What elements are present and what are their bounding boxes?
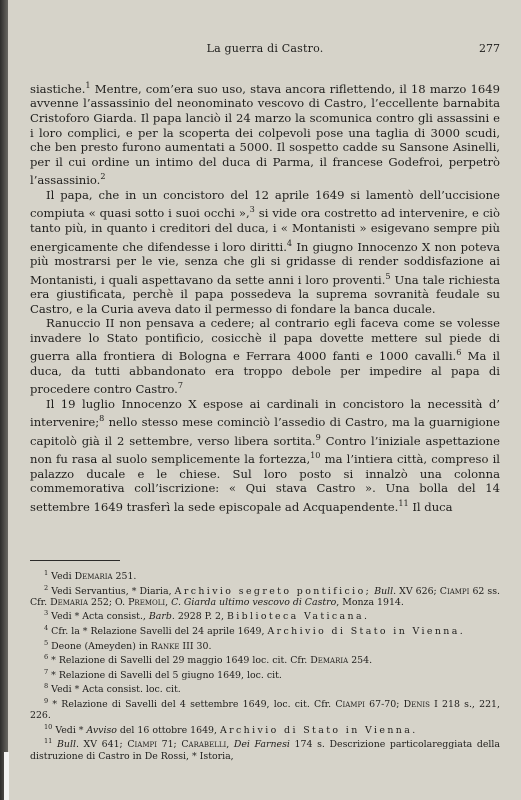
small-caps-text: Premoli: [128, 597, 166, 609]
footnote-marker: 3: [249, 204, 255, 215]
paragraph: [30, 78, 500, 188]
footnote-marker: 4: [44, 624, 49, 632]
text-run: * Relazione di Savelli del 5 giugno 1649, loc. cit.: [48, 669, 282, 681]
text-run: 252; O.: [88, 597, 129, 609]
footnote-marker: 7: [44, 667, 49, 676]
footnote-marker: 9: [44, 696, 49, 705]
text-run: Ranuccio II non pensava a cedere; al contrario egli faceva come se volesse invadere lo Stato pontificio, cosicchè il papa dovette mettere sul piede di guerra alla frontiera di Bologna e Ferrara 4000 fanti e 1000 cavalli.: [30, 316, 500, 364]
text-run: Mentre, com’era suo uso, stava ancora riflettendo, il 18 marzo 1649 avvenne l’assassinio del neonominato vescovo di Castro, l’eccellente barnabita Cristoforo Giarda. Il papa lanciò il 24 marzo la scomunica contro gli assassini e i loro complici, e per la scoperta dei colpevoli pose una taglia di 3000 scudi, che ben presto furono aumentati a 5000. Il sospetto cadde su Sansone Asinelli, per il cui ordine un intimo del duca di Parma, il francese Godefroi, perpetrò l’assassinio.: [30, 81, 500, 188]
footnote-marker: 10: [310, 450, 321, 461]
small-caps-text: Demaria: [74, 571, 113, 583]
footnote: [30, 608, 500, 623]
text-run: , Monza 1914.: [336, 597, 404, 609]
italic-text: Bull.: [57, 739, 79, 751]
footnote-marker: 2: [44, 583, 49, 592]
footnote-marker: 11: [44, 737, 53, 746]
paragraph: [30, 397, 500, 515]
footnote-marker: 3: [44, 609, 49, 618]
text-run: Vedi * Acta consist.,: [48, 611, 149, 623]
italic-text: C. Giarda ultimo vescovo di Castro: [171, 597, 337, 609]
footnote: [30, 681, 500, 696]
footnote: [30, 652, 500, 667]
footnote: [30, 583, 500, 609]
italic-text: Avviso: [86, 724, 117, 736]
small-caps-text: Carabelli: [181, 739, 227, 751]
footnote-marker: 7: [177, 380, 184, 391]
text-run: Una tale richiesta era giustificata, perchè il papa possedeva la suprema sovranità feudale su Castro, e la Curia aveva dato il permesso di fondare la banca ducale.: [30, 272, 500, 316]
italic-text: Dei Farnesi: [233, 739, 290, 751]
text-run: ,: [226, 739, 234, 751]
main-text: [30, 78, 500, 514]
text-run: 254.: [348, 655, 373, 667]
text-run: Vedi: [48, 571, 75, 583]
paragraph: [30, 316, 500, 397]
spaced-text: Archivio segreto pontificio;: [174, 585, 372, 597]
small-caps-text: Ranke: [150, 640, 180, 652]
footnote-marker: 5: [44, 638, 49, 647]
text-run: In giugno Innocenzo X non poteva più mostrarsi per le vie, senza che gli si gridasse di render soddisfazione ai Montanisti, i quali aspettavano da sette anni i loro proventi.: [30, 239, 500, 287]
footnote-marker: 5: [385, 270, 391, 281]
text-run: I 218 s., 221, 226.: [30, 698, 500, 722]
text-run: Contro l’iniziale aspettazione non fu rasa al suolo semplicemente la fortezza,: [30, 433, 500, 467]
text-run: ma l’intiera città, compreso il palazzo ducale e le chiese. Sul loro posto si innalzò una colonna commemorativa coll’iscrizione: « Qui stava Castro ». Una bolla del 14 settembre 1649 trasferì la sede episcopale ad Acquapendente.: [30, 452, 500, 514]
text-run: 174 s. Descrizione particolareggiata della distruzione di Castro in De Rossi, * Istoria,: [30, 739, 500, 762]
text-run: * Relazione di Savelli del 29 maggio 1649 loc. cit. Cfr.: [48, 655, 311, 667]
text-run: nello stesso mese cominciò l’assedio di Castro, ma la guarnigione capitolò già il 2 settembre, verso libera sortita.: [30, 415, 500, 448]
running-header: [30, 42, 500, 58]
text-run: 251.: [112, 571, 137, 583]
scan-edge: [4, 752, 9, 800]
spaced-text: Biblioteca Vaticana.: [226, 611, 370, 623]
text-run: Vedi *: [52, 724, 87, 736]
footnote: [30, 696, 500, 722]
spaced-text: Archivio di Stato in Vienna.: [267, 626, 466, 638]
text-run: XV 626;: [396, 585, 440, 597]
footnote-marker: 8: [99, 413, 105, 424]
footnote-marker: 8: [44, 682, 49, 691]
text-run: 71;: [156, 739, 182, 751]
footnote: [30, 722, 500, 737]
footnote-marker: 6: [456, 347, 462, 358]
text-run: Vedi Servantius, * Diaria,: [48, 585, 175, 597]
text-run: Ma il duca, da tutti abbandonato era troppo debole per impedire al papa di procedere contro Castro.: [30, 349, 500, 397]
text-run: siastiche.: [30, 81, 86, 96]
footnotes: [30, 568, 500, 762]
page-number: 277: [479, 42, 500, 55]
small-caps-text: Demaria: [310, 655, 349, 667]
footnote-marker: 11: [398, 498, 409, 509]
footnote-marker: 2: [100, 171, 106, 182]
text-run: ,: [165, 597, 172, 609]
footnote: [30, 568, 500, 583]
small-caps-text: Ciampi: [335, 698, 365, 710]
text-run: III 30.: [179, 640, 212, 652]
small-caps-text: Demaria: [50, 597, 89, 609]
binding-shadow: [0, 0, 8, 800]
text-run: Il 19 luglio Innocenzo X espose ai cardinali in concistoro la necessità d’ intervenire;: [30, 396, 500, 430]
text-run: Il papa, che in un concistoro del 12 aprile 1649 si lamentò dell’uccisione compiuta « quasi sotto i suoi occhi »,: [30, 187, 500, 221]
paragraph: [30, 188, 500, 316]
text-run: si vide ora costretto ad intervenire, e ciò tanto più, in quanto i creditori del duca, i « Montanisti » esigevano sempre più energicamente che difendesse i loro diritti.: [30, 206, 500, 254]
text-run: * Relazione di Savelli del 4 settembre 1649, loc. cit. Cfr.: [48, 698, 336, 710]
footnote: [30, 667, 500, 682]
small-caps-text: Ciampi: [439, 585, 470, 597]
footnote-marker: 4: [286, 237, 293, 248]
small-caps-text: Ciampi: [127, 739, 157, 751]
running-title: La guerra di Castro.: [206, 42, 324, 55]
italic-text: Bull.: [374, 585, 397, 597]
footnote-marker: 6: [44, 653, 49, 662]
footnote: [30, 623, 500, 638]
text-run: del 16 ottobre 1649,: [116, 724, 220, 736]
text-run: 67-70;: [364, 698, 404, 710]
text-run: XV 641;: [78, 739, 128, 751]
small-caps-text: Denis: [403, 698, 430, 710]
footnote-marker: 10: [44, 722, 53, 731]
italic-text: Barb.: [148, 611, 175, 623]
text-run: Cfr. la * Relazione Savelli del 24 aprile 1649,: [48, 626, 268, 638]
footnote-marker: 1: [44, 569, 49, 577]
text-run: 2928 P. 2,: [174, 611, 227, 623]
text-run: Il duca: [408, 499, 453, 514]
spaced-text: Archivio di Stato in Vienna.: [219, 724, 418, 736]
footnote-marker: 1: [85, 80, 91, 90]
text-run: 62 ss. Cfr.: [30, 585, 501, 609]
footnote: [30, 736, 500, 762]
footnote-rule: [30, 560, 120, 561]
footnote: [30, 638, 500, 653]
text-run: Vedi * Acta consist. loc. cit.: [48, 684, 181, 696]
text-run: Deone (Ameyden) in: [48, 640, 151, 652]
footnote-marker: 9: [315, 431, 321, 442]
